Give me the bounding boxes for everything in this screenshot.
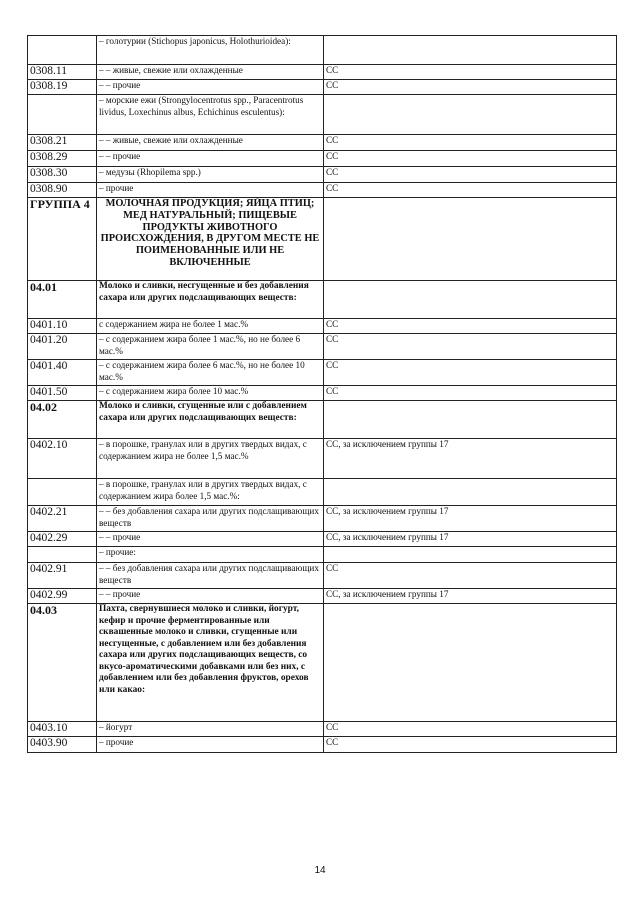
description-cell: – в порошке, гранулах или в других твердых видах, с содержанием жира не более 1,5 мас.% [97, 439, 324, 479]
code-cell: 0402.21 [28, 506, 97, 532]
requirement-cell: СС, за исключением группы 17 [324, 589, 617, 604]
code-cell: 0308.90 [28, 183, 97, 198]
code-cell [28, 547, 97, 563]
description-cell: – – прочие [97, 532, 324, 547]
requirement-cell: СС [324, 360, 617, 386]
description-cell: – с содержанием жира более 1 мас.%, но не более 6 мас.% [97, 334, 324, 360]
description-cell: – – без добавления сахара или других подслащивающих веществ [97, 563, 324, 589]
table-row [28, 439, 617, 479]
description-cell: – прочие [97, 183, 324, 198]
description-cell: – прочие: [97, 547, 324, 563]
code-cell: 0402.10 [28, 439, 97, 479]
description-cell: – – без добавления сахара или других подслащивающих веществ [97, 506, 324, 532]
description-cell: – с содержанием жира более 6 мас.%, но не более 10 мас.% [97, 360, 324, 386]
description-cell: – йогурт [97, 722, 324, 737]
requirement-cell: СС [324, 334, 617, 360]
table-row [28, 319, 617, 334]
code-cell: 0403.10 [28, 722, 97, 737]
requirement-cell [324, 479, 617, 506]
table-row [28, 737, 617, 753]
table-body [28, 36, 617, 753]
description-cell: – прочие [97, 737, 324, 753]
hs-code-table [27, 35, 617, 753]
page-number: 14 [314, 865, 326, 876]
requirement-cell [324, 604, 617, 722]
table-row [28, 506, 617, 532]
requirement-cell: СС [324, 65, 617, 80]
code-cell: 0402.91 [28, 563, 97, 589]
requirement-cell: СС [324, 135, 617, 151]
code-cell: ГРУППА 4 [28, 198, 97, 281]
table-row [28, 183, 617, 198]
table-row [28, 198, 617, 281]
code-cell: 0308.29 [28, 151, 97, 167]
requirement-cell: СС [324, 151, 617, 167]
requirement-cell: СС [324, 386, 617, 401]
code-cell: 0401.40 [28, 360, 97, 386]
requirement-cell: СС [324, 80, 617, 95]
description-cell: Молоко и сливки, несгущенные и без добавления сахара или других подслащивающих веществ: [97, 281, 324, 319]
requirement-cell: СС, за исключением группы 17 [324, 506, 617, 532]
description-cell: – – прочие [97, 589, 324, 604]
code-cell: 0308.30 [28, 167, 97, 183]
code-cell [28, 95, 97, 135]
description-cell: – медузы (Rhopilema spp.) [97, 167, 324, 183]
description-cell: – – прочие [97, 151, 324, 167]
requirement-cell: СС [324, 319, 617, 334]
code-cell: 04.02 [28, 401, 97, 439]
description-cell: – – живые, свежие или охлажденные [97, 135, 324, 151]
code-cell: 0401.20 [28, 334, 97, 360]
description-cell: – с содержанием жира более 10 мас.% [97, 386, 324, 401]
table-row [28, 167, 617, 183]
requirement-cell [324, 95, 617, 135]
description-cell: Пахта, свернувшиеся молоко и сливки, йогурт, кефир и прочие ферментированные или сквашенные молоко и сливки, сгущенные или несгущенные, с добавлением или без добавления сахара или других подслащивающих веществ, со вкусо-ароматическими добавками или без них, с добавлением или без добавления фруктов, орехов или какао: [97, 604, 324, 722]
requirement-cell: СС [324, 167, 617, 183]
code-cell: 04.03 [28, 604, 97, 722]
description-cell: Молоко и сливки, сгущенные или с добавлением сахара или других подслащивающих веществ: [97, 401, 324, 439]
table-row [28, 80, 617, 95]
table-row [28, 722, 617, 737]
table-row [28, 334, 617, 360]
description-cell: – в порошке, гранулах или в других твердых видах, с содержанием жира более 1,5 мас.%: [97, 479, 324, 506]
requirement-cell: СС [324, 722, 617, 737]
table-row [28, 95, 617, 135]
table-row [28, 281, 617, 319]
requirement-cell: СС [324, 563, 617, 589]
requirement-cell [324, 547, 617, 563]
code-cell: 0402.29 [28, 532, 97, 547]
code-cell [28, 36, 97, 65]
table-row [28, 604, 617, 722]
code-cell [28, 479, 97, 506]
code-cell: 0308.19 [28, 80, 97, 95]
requirement-cell [324, 401, 617, 439]
description-cell: – – прочие [97, 80, 324, 95]
description-cell: с содержанием жира не более 1 мас.% [97, 319, 324, 334]
description-cell: – – живые, свежие или охлажденные [97, 65, 324, 80]
table-row [28, 360, 617, 386]
description-cell: – морские ежи (Strongylocentrotus spp., Paracentrotus lividus, Loxechinus albus, Echichinus esculentus): [97, 95, 324, 135]
table-row [28, 151, 617, 167]
table-row [28, 135, 617, 151]
code-cell: 0401.10 [28, 319, 97, 334]
description-cell: – голотурии (Stichopus japonicus, Holothurioidea): [97, 36, 324, 65]
requirement-cell: СС, за исключением группы 17 [324, 439, 617, 479]
code-cell: 0308.21 [28, 135, 97, 151]
requirement-cell [324, 198, 617, 281]
table-row [28, 563, 617, 589]
code-cell: 0308.11 [28, 65, 97, 80]
table-row [28, 386, 617, 401]
table-row [28, 589, 617, 604]
code-cell: 0402.99 [28, 589, 97, 604]
code-cell: 04.01 [28, 281, 97, 319]
requirement-cell [324, 281, 617, 319]
code-cell: 0401.50 [28, 386, 97, 401]
requirement-cell [324, 36, 617, 65]
table-row [28, 532, 617, 547]
requirement-cell: СС [324, 183, 617, 198]
requirement-cell: СС, за исключением группы 17 [324, 532, 617, 547]
table-row [28, 401, 617, 439]
table-row [28, 65, 617, 80]
requirement-cell: СС [324, 737, 617, 753]
code-cell: 0403.90 [28, 737, 97, 753]
description-cell: МОЛОЧНАЯ ПРОДУКЦИЯ; ЯЙЦА ПТИЦ; МЕД НАТУРАЛЬНЫЙ; ПИЩЕВЫЕ ПРОДУКТЫ ЖИВОТНОГО ПРОИСХОЖДЕНИЯ, В ДРУГОМ МЕСТЕ НЕ ПОИМЕНОВАННЫЕ ИЛИ НЕ ВКЛЮЧЕННЫЕ [97, 198, 324, 281]
table-row [28, 547, 617, 563]
table-row [28, 479, 617, 506]
table-row [28, 36, 617, 65]
